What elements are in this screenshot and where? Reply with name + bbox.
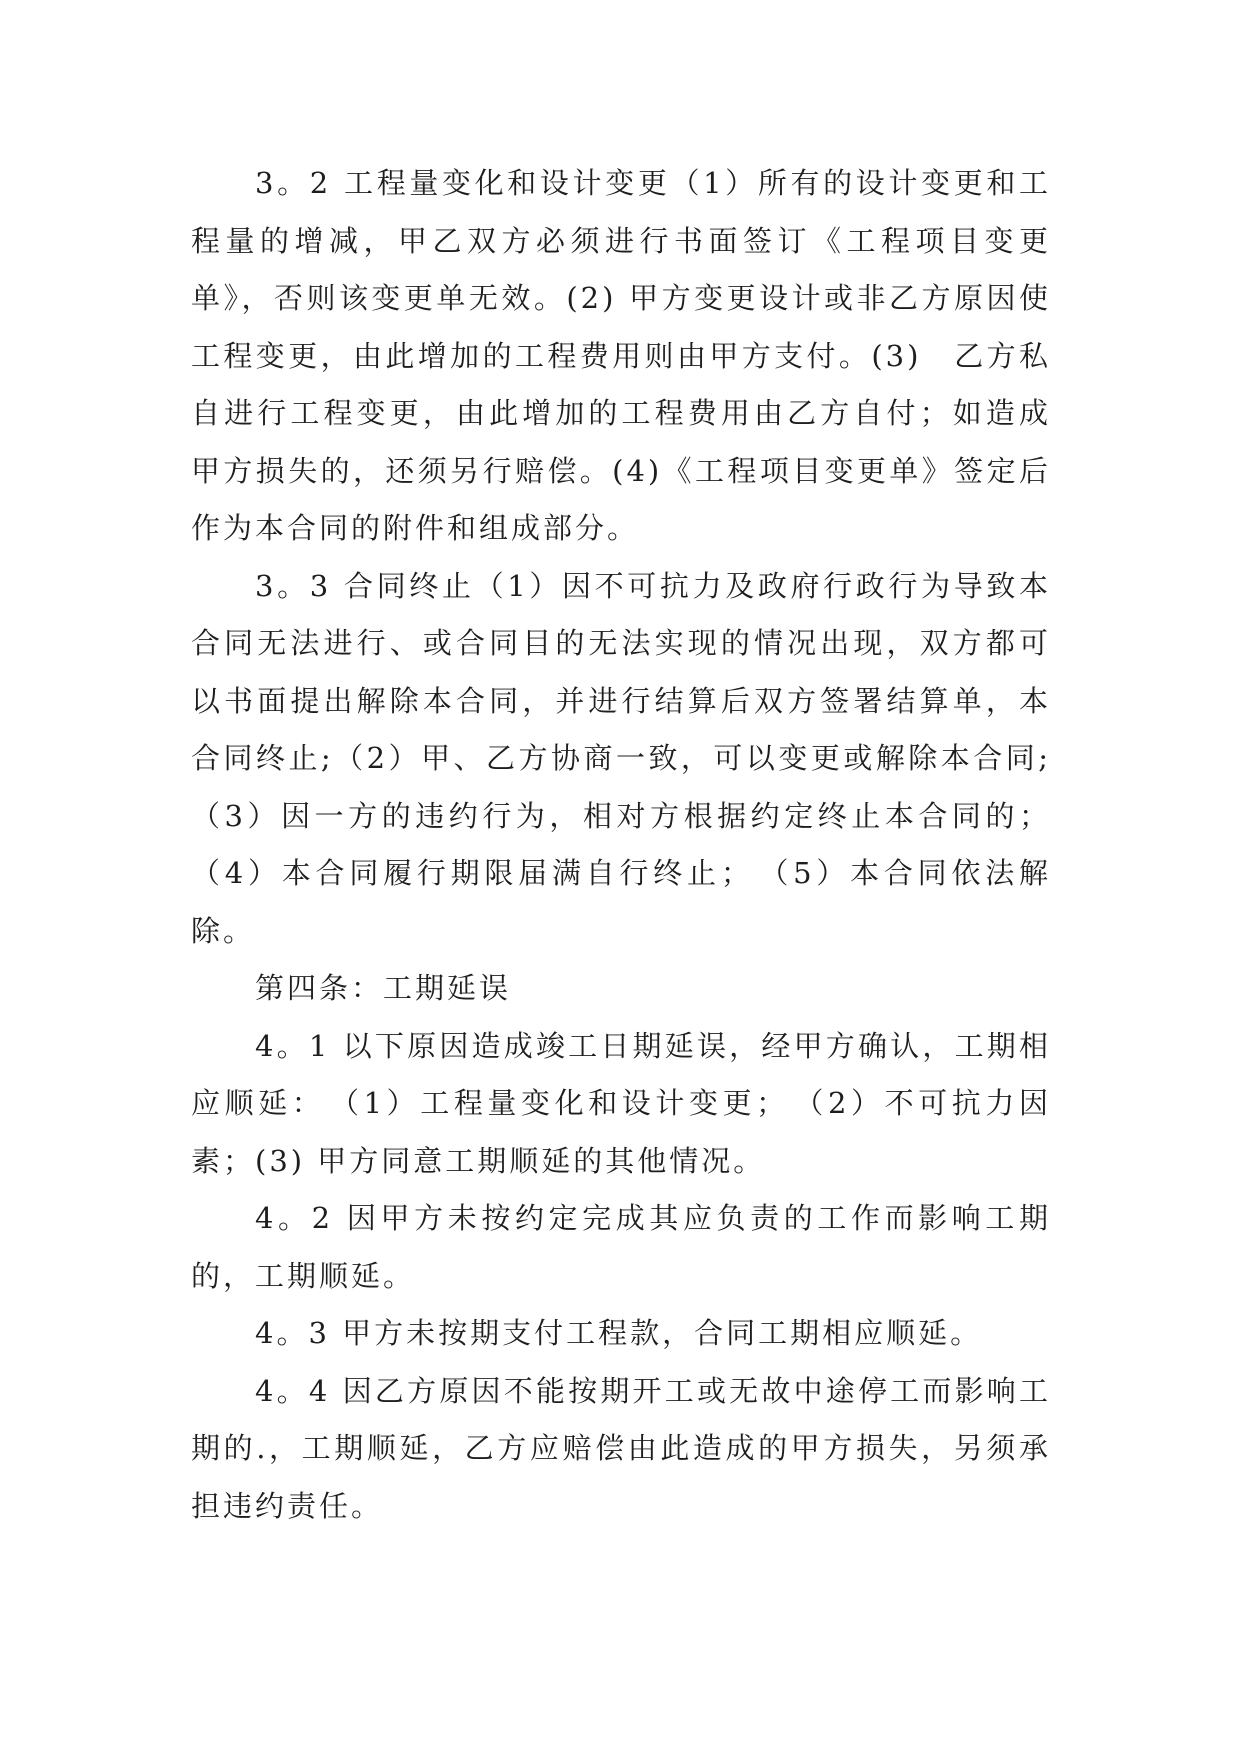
paragraph-4-2-party-a-delay: 4。2 因甲方未按约定完成其应负责的工作而影响工期的，工期顺延。	[191, 1201, 1051, 1293]
paragraph-4-1-delay-causes: 4。1 以下原因造成竣工日期延误，经甲方确认，工期相应顺延： （1）工程量变化和设计变更； （2）不可抗力因素；(3) 甲方同意工期顺延的其他情况。	[191, 1028, 1051, 1178]
paragraph-3-2-quantity-and-design-change: 3。2 工程量变化和设计变更（1）所有的设计变更和工程量的增减，甲乙双方必须进行书面签订《工程项目变更单》，否则该变更单无效。(2) 甲方变更设计或非乙方原因使工程变更，由此增加的工程费用则由甲方支付。(3) 乙方私自进行工程变更，由此增加的工程费用由乙方自付；如造成甲方损失的，还须另行赔偿。(4)《工程项目变更单》签定后作为本合同的附件和组成部分。	[191, 166, 1051, 545]
section-heading-article-4: 第四条：工期延误	[255, 971, 512, 1005]
paragraph-4-3-payment-delay: 4。3 甲方未按期支付工程款，合同工期相应顺延。	[255, 1316, 983, 1350]
paragraph-3-3-contract-termination: 3。3 合同终止（1）因不可抗力及政府行政行为导致本合同无法进行、或合同目的无法实现的情况出现，双方都可以书面提出解除本合同，并进行结算后双方签署结算单，本合同终止;（2）甲、乙方协商一致，可以变更或解除本合同;（3）因一方的违约行为，相对方根据约定终止本合同的；（4）本合同履行期限届满自行终止； （5）本合同依法解除。	[191, 568, 1051, 948]
paragraph-4-4-party-b-delay: 4。4 因乙方原因不能按期开工或无故中途停工而影响工期的.，工期顺延，乙方应赔偿由此造成的甲方损失，另须承担违约责任。	[191, 1373, 1051, 1523]
document-body	[191, 155, 1051, 1535]
